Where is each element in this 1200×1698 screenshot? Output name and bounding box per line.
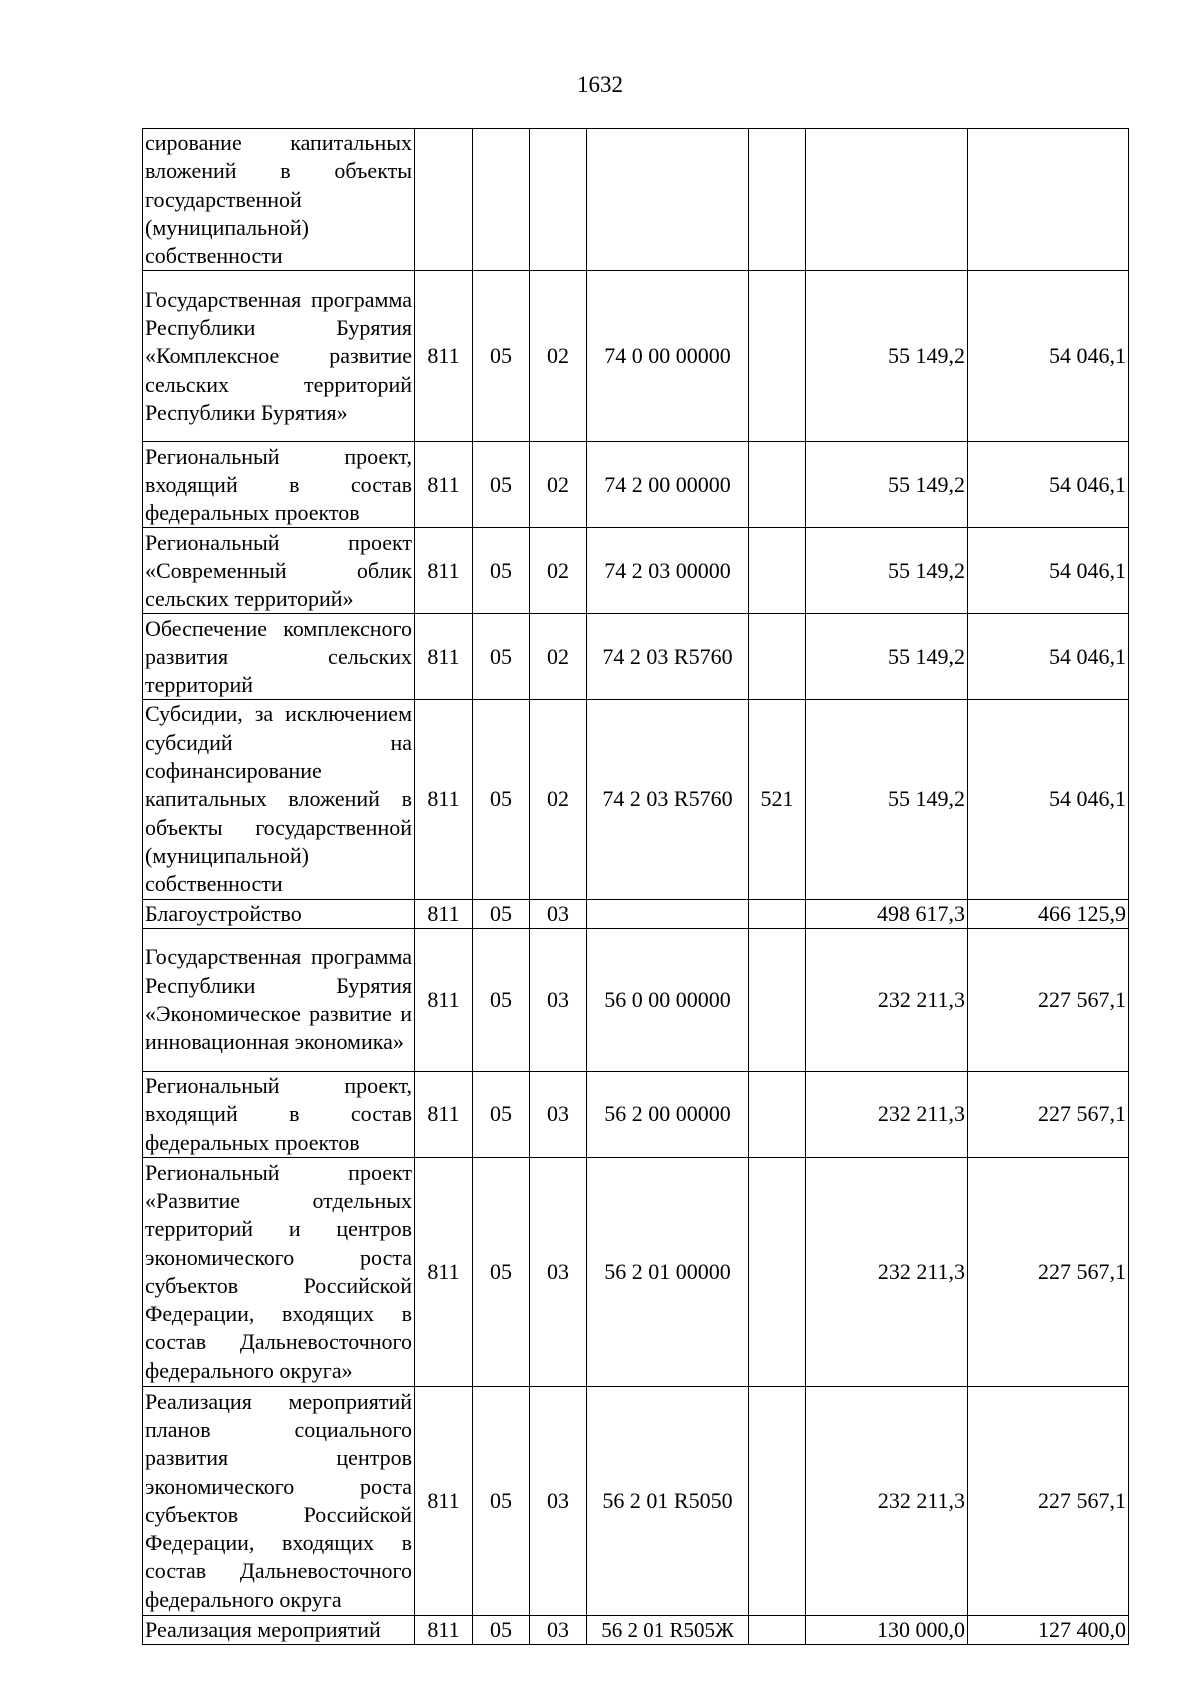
- row-pr: [530, 129, 587, 271]
- row-rz: 05: [473, 528, 530, 614]
- row-sum-2: 54 046,1: [968, 614, 1129, 700]
- row-rz: 05: [473, 899, 530, 928]
- row-vr: [749, 1386, 806, 1615]
- row-csr: [587, 129, 749, 271]
- table-row: [143, 1615, 1129, 1644]
- row-ved: 811: [415, 442, 473, 528]
- row-name: Реализация мероприятий планов социального развития центров экономического роста субъектов Российской Федерации, входящих в состав Дальневосточного федерального округа: [143, 1386, 415, 1615]
- row-sum-2: 127 400,0: [968, 1615, 1129, 1644]
- row-csr: 74 2 03 R5760: [587, 700, 749, 899]
- row-rz: 05: [473, 614, 530, 700]
- row-csr: 74 2 00 00000: [587, 442, 749, 528]
- table-row: [143, 899, 1129, 928]
- row-vr: [749, 129, 806, 271]
- row-vr: [749, 899, 806, 928]
- row-csr: 56 2 01 R505Ж: [587, 1615, 749, 1644]
- table-row: [143, 271, 1129, 442]
- row-pr: 02: [530, 614, 587, 700]
- row-pr: 03: [530, 1615, 587, 1644]
- table-row: [143, 928, 1129, 1071]
- row-ved: [415, 129, 473, 271]
- row-csr: 56 2 01 00000: [587, 1157, 749, 1386]
- row-sum-1: 232 211,3: [806, 928, 968, 1071]
- row-name: Региональный проект, входящий в состав федеральных проектов: [143, 442, 415, 528]
- row-csr: 56 2 01 R5050: [587, 1386, 749, 1615]
- row-sum-2: 54 046,1: [968, 442, 1129, 528]
- budget-table: [142, 128, 1129, 1645]
- table-row: [143, 442, 1129, 528]
- row-sum-1: [806, 129, 968, 271]
- row-vr: 521: [749, 700, 806, 899]
- row-rz: [473, 129, 530, 271]
- row-sum-2: 227 567,1: [968, 928, 1129, 1071]
- row-name: сирование капитальных вложений в объекты государственной (муниципальной) собственности: [143, 129, 415, 271]
- row-name: Государственная программа Республики Бурятия «Экономическое развитие и инновационная экономика»: [143, 928, 415, 1071]
- row-ved: 811: [415, 528, 473, 614]
- row-vr: [749, 614, 806, 700]
- row-csr: 74 2 03 R5760: [587, 614, 749, 700]
- row-name: Реализация мероприятий: [143, 1615, 415, 1644]
- row-sum-1: 55 149,2: [806, 271, 968, 442]
- row-pr: 02: [530, 271, 587, 442]
- row-rz: 05: [473, 1386, 530, 1615]
- row-vr: [749, 928, 806, 1071]
- row-rz: 05: [473, 1157, 530, 1386]
- row-vr: [749, 1157, 806, 1386]
- row-csr: 74 2 03 00000: [587, 528, 749, 614]
- row-pr: 03: [530, 1071, 587, 1157]
- row-ved: 811: [415, 1386, 473, 1615]
- table-row: [143, 129, 1129, 271]
- table-row: [143, 1071, 1129, 1157]
- row-sum-2: 227 567,1: [968, 1386, 1129, 1615]
- row-sum-2: 227 567,1: [968, 1157, 1129, 1386]
- row-sum-1: 55 149,2: [806, 442, 968, 528]
- table-row: [143, 614, 1129, 700]
- table-row: [143, 1386, 1129, 1615]
- row-sum-1: 232 211,3: [806, 1386, 968, 1615]
- row-csr: 74 0 00 00000: [587, 271, 749, 442]
- row-name: Региональный проект «Современный облик сельских территорий»: [143, 528, 415, 614]
- row-csr: [587, 899, 749, 928]
- row-ved: 811: [415, 899, 473, 928]
- row-rz: 05: [473, 928, 530, 1071]
- row-sum-2: [968, 129, 1129, 271]
- row-pr: 03: [530, 928, 587, 1071]
- row-ved: 811: [415, 928, 473, 1071]
- table-row: [143, 1157, 1129, 1386]
- row-sum-1: 232 211,3: [806, 1071, 968, 1157]
- row-vr: [749, 1615, 806, 1644]
- row-vr: [749, 442, 806, 528]
- row-vr: [749, 1071, 806, 1157]
- row-ved: 811: [415, 271, 473, 442]
- row-sum-1: 55 149,2: [806, 700, 968, 899]
- row-ved: 811: [415, 614, 473, 700]
- row-sum-1: 55 149,2: [806, 614, 968, 700]
- row-rz: 05: [473, 271, 530, 442]
- row-rz: 05: [473, 700, 530, 899]
- row-ved: 811: [415, 1157, 473, 1386]
- row-name: Региональный проект «Развитие отдельных территорий и центров экономического роста субъектов Российской Федерации, входящих в состав Дальневосточного федерального округа»: [143, 1157, 415, 1386]
- row-pr: 02: [530, 700, 587, 899]
- row-sum-2: 227 567,1: [968, 1071, 1129, 1157]
- row-sum-1: 232 211,3: [806, 1157, 968, 1386]
- row-name: Региональный проект, входящий в состав федеральных проектов: [143, 1071, 415, 1157]
- page-number: 1632: [577, 72, 623, 97]
- row-csr: 56 2 00 00000: [587, 1071, 749, 1157]
- row-name: Государственная программа Республики Бурятия «Комплексное развитие сельских территорий Республики Бурятия»: [143, 271, 415, 442]
- row-pr: 02: [530, 442, 587, 528]
- row-sum-1: 130 000,0: [806, 1615, 968, 1644]
- row-rz: 05: [473, 1615, 530, 1644]
- row-sum-2: 54 046,1: [968, 700, 1129, 899]
- row-sum-2: 54 046,1: [968, 528, 1129, 614]
- row-pr: 02: [530, 528, 587, 614]
- row-sum-2: 54 046,1: [968, 271, 1129, 442]
- row-vr: [749, 271, 806, 442]
- row-rz: 05: [473, 442, 530, 528]
- row-name: Субсидии, за исключением субсидий на софинансирование капитальных вложений в объекты государственной (муниципальной) собственности: [143, 700, 415, 899]
- row-csr: 56 0 00 00000: [587, 928, 749, 1071]
- row-ved: 811: [415, 1615, 473, 1644]
- table-row: [143, 700, 1129, 899]
- row-pr: 03: [530, 1386, 587, 1615]
- row-sum-1: 498 617,3: [806, 899, 968, 928]
- row-name: Обеспечение комплексного развития сельских территорий: [143, 614, 415, 700]
- row-rz: 05: [473, 1071, 530, 1157]
- row-ved: 811: [415, 1071, 473, 1157]
- table-row: [143, 528, 1129, 614]
- row-name: Благоустройство: [143, 899, 415, 928]
- row-sum-1: 55 149,2: [806, 528, 968, 614]
- row-pr: 03: [530, 899, 587, 928]
- row-ved: 811: [415, 700, 473, 899]
- row-pr: 03: [530, 1157, 587, 1386]
- row-sum-2: 466 125,9: [968, 899, 1129, 928]
- row-vr: [749, 528, 806, 614]
